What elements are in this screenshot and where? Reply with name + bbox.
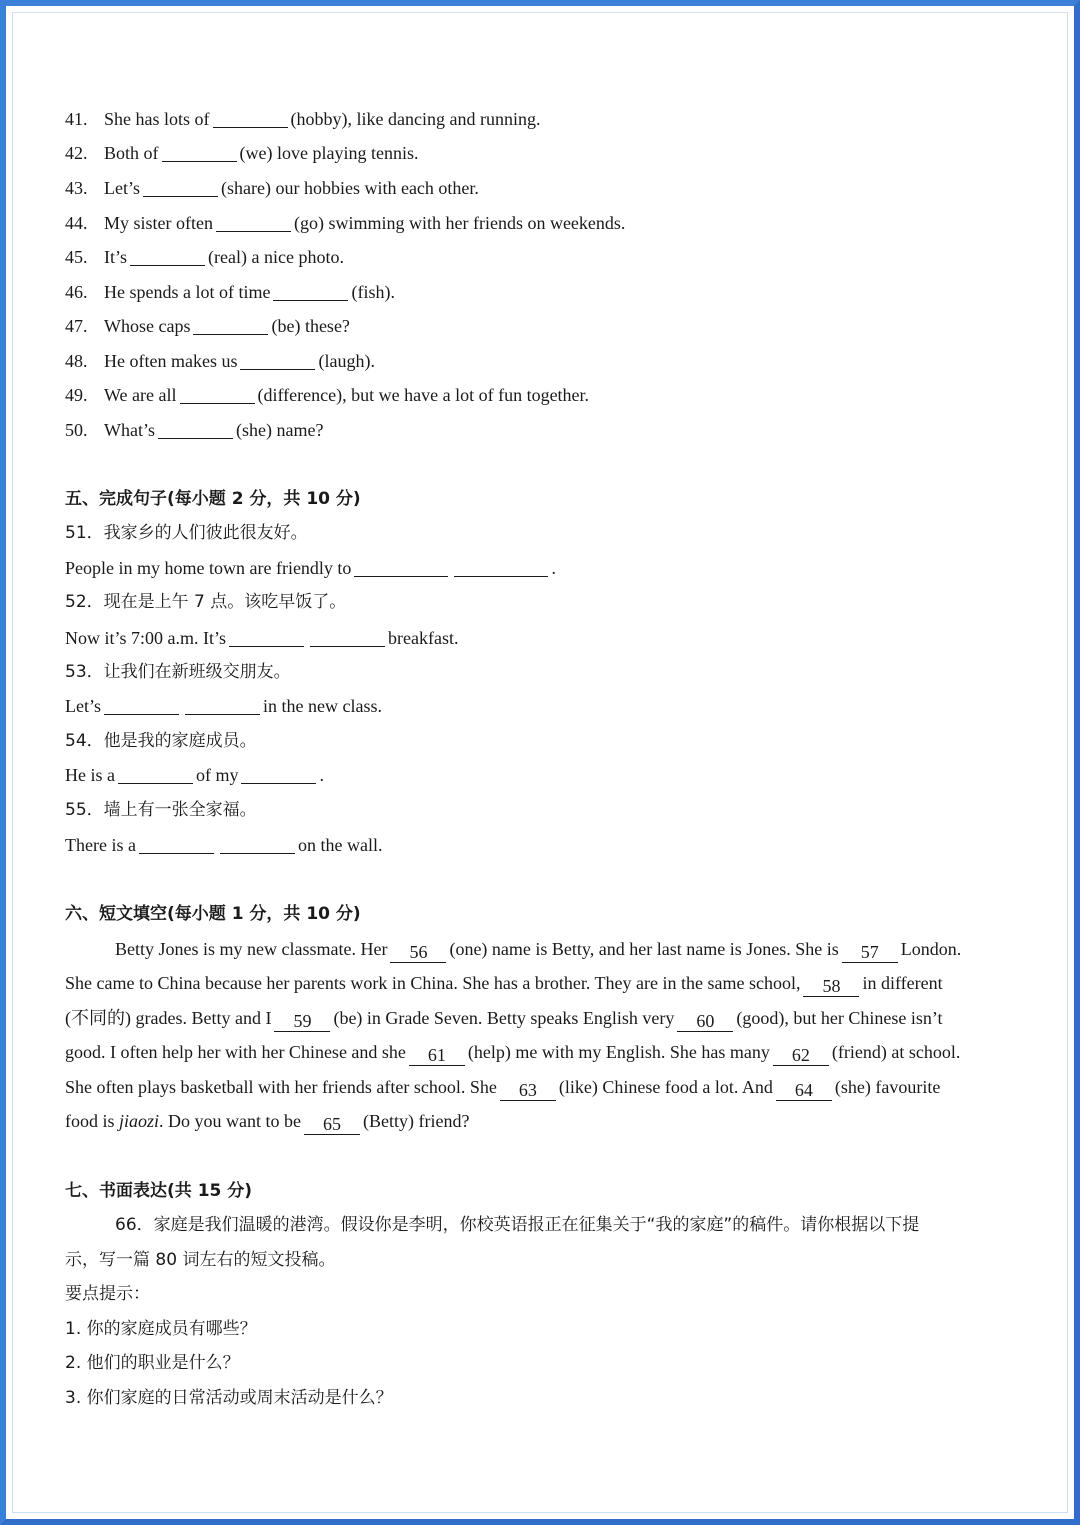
passage-text: (Betty) friend? [363, 1110, 470, 1131]
passage-text: She came to China because her parents work in China. She has a brother. They are in the same school, [65, 973, 801, 994]
cloze-passage [65, 932, 1020, 1138]
sentence-end: . [319, 765, 324, 785]
question-text: He often makes us [104, 351, 238, 371]
question-48 [65, 349, 375, 373]
question-45 [65, 245, 344, 269]
writing-prompt-line2: 示，写一篇 80 词左右的短文投稿。 [65, 1250, 336, 1270]
answer-blank[interactable] [158, 420, 233, 439]
question-text: My sister often [104, 213, 213, 233]
question-hint: (be) these? [271, 316, 350, 336]
sentence-text: Now it’s 7:00 a.m. It’s [65, 628, 226, 648]
question-text: Both of [104, 143, 159, 163]
passage-text: (friend) at school. [831, 1042, 961, 1063]
answer-blank[interactable] [130, 247, 205, 266]
question-number: 45. [65, 247, 88, 267]
question-number: 48. [65, 351, 88, 371]
answer-blank[interactable] [354, 558, 448, 577]
question-hint: (real) a nice photo. [208, 247, 344, 267]
question-number: 44. [65, 213, 88, 233]
hints-title: 要点提示： [65, 1284, 150, 1304]
passage-text: (be) in Grade Seven. Betty speaks English very [333, 1007, 675, 1028]
passage-text: (help) me with my English. She has many [467, 1042, 770, 1063]
answer-blank[interactable]: 60 [677, 1011, 733, 1032]
question-51-english [65, 556, 556, 580]
question-number: 47. [65, 316, 88, 336]
question-41 [65, 107, 540, 131]
question-55-english [65, 833, 382, 857]
answer-blank[interactable]: 64 [776, 1080, 832, 1101]
passage-line [65, 1070, 1020, 1104]
hint-item: 2. 他们的职业是什么？ [65, 1353, 240, 1373]
sentence-text: People in my home town are friendly to [65, 558, 352, 578]
question-text: She has lots of [104, 109, 210, 129]
passage-line [65, 1001, 1020, 1035]
answer-blank[interactable] [104, 696, 179, 715]
question-51-chinese: 51．我家乡的人们彼此很友好。 [65, 523, 308, 543]
question-53-chinese: 53．让我们在新班级交朋友。 [65, 662, 291, 682]
answer-blank[interactable] [139, 835, 214, 854]
question-43 [65, 176, 479, 200]
question-53-english [65, 694, 382, 718]
passage-italic-word: jiaozi [119, 1110, 160, 1131]
writing-prompt-line1: 66．家庭是我们温暖的港湾。假设你是李明，你校英语报正在征集关于“我的家庭”的稿件。请你根据以下提 [115, 1215, 920, 1235]
question-52-english [65, 626, 458, 650]
answer-blank[interactable] [185, 696, 260, 715]
question-47 [65, 314, 350, 338]
sentence-text: He is a [65, 765, 115, 785]
question-hint: (we) love playing tennis. [239, 143, 419, 163]
hint-item: 3. 你们家庭的日常活动或周末活动是什么？ [65, 1388, 393, 1408]
answer-blank[interactable] [240, 351, 315, 370]
section-6-title: 六、短文填空(每小题 1 分，共 10 分) [65, 904, 361, 924]
answer-blank[interactable] [193, 316, 268, 335]
answer-blank[interactable]: 56 [390, 942, 446, 963]
question-hint: (difference), but we have a lot of fun together. [257, 385, 590, 405]
passage-text: (she) favourite [834, 1076, 941, 1097]
question-54-chinese: 54．他是我的家庭成员。 [65, 731, 257, 751]
answer-blank[interactable]: 58 [803, 976, 859, 997]
question-number: 49. [65, 385, 88, 405]
section-5-title: 五、完成句子(每小题 2 分，共 10 分) [65, 489, 361, 509]
answer-blank[interactable] [454, 558, 548, 577]
question-text: Let’s [104, 178, 140, 198]
answer-blank[interactable] [241, 765, 316, 784]
sentence-end: . [551, 558, 556, 578]
question-hint: (share) our hobbies with each other. [221, 178, 479, 198]
question-number: 50. [65, 420, 88, 440]
passage-text: (不同的) grades. Betty and I [65, 1007, 272, 1028]
answer-blank[interactable] [220, 835, 295, 854]
passage-line [65, 932, 1020, 966]
passage-text: in different [862, 973, 943, 994]
sentence-end: on the wall. [297, 835, 383, 855]
question-hint: (fish). [351, 282, 395, 302]
answer-blank[interactable]: 61 [409, 1045, 465, 1066]
question-number: 43. [65, 178, 88, 198]
question-46 [65, 280, 395, 304]
question-number: 42. [65, 143, 88, 163]
question-44 [65, 211, 625, 235]
question-text: Whose caps [104, 316, 191, 336]
answer-blank[interactable] [118, 765, 193, 784]
question-text: What’s [104, 420, 155, 440]
passage-text: good. I often help her with her Chinese and she [65, 1042, 406, 1063]
question-hint: (hobby), like dancing and running. [290, 109, 541, 129]
question-text: He spends a lot of time [104, 282, 271, 302]
question-42 [65, 141, 418, 165]
section-7-title: 七、书面表达(共 15 分) [65, 1181, 253, 1201]
question-text: We are all [104, 385, 177, 405]
question-number: 41. [65, 109, 88, 129]
passage-text: She often plays basketball with her friends after school. She [65, 1076, 497, 1097]
question-55-chinese: 55．墙上有一张全家福。 [65, 800, 257, 820]
passage-text: (good), but her Chinese isn’t [736, 1007, 943, 1028]
question-text: It’s [104, 247, 128, 267]
sentence-text: of my [195, 765, 239, 785]
question-hint: (go) swimming with her friends on weekends. [293, 213, 626, 233]
hint-item: 1. 你的家庭成员有哪些？ [65, 1319, 257, 1339]
question-hint: (laugh). [318, 351, 375, 371]
answer-blank[interactable]: 59 [274, 1011, 330, 1032]
answer-blank[interactable]: 63 [500, 1080, 556, 1101]
question-number: 46. [65, 282, 88, 302]
answer-blank[interactable] [162, 143, 237, 162]
passage-text: London. [900, 939, 962, 959]
question-49 [65, 383, 589, 407]
answer-blank[interactable] [229, 628, 304, 647]
passage-line [65, 966, 1020, 1000]
answer-blank[interactable] [180, 385, 255, 404]
question-54-english [65, 763, 324, 787]
passage-line [65, 1035, 1020, 1069]
answer-blank[interactable] [213, 109, 288, 128]
passage-line [65, 1104, 1020, 1138]
passage-text: food is [65, 1110, 115, 1131]
answer-blank[interactable] [143, 178, 218, 197]
answer-blank[interactable] [216, 213, 291, 232]
sentence-end: in the new class. [263, 696, 382, 716]
answer-blank[interactable] [310, 628, 385, 647]
passage-text: (one) name is Betty, and her last name is Jones. She is [449, 939, 839, 959]
answer-blank[interactable]: 62 [773, 1045, 829, 1066]
sentence-text: Let’s [65, 696, 101, 716]
question-hint: (she) name? [236, 420, 324, 440]
answer-blank[interactable]: 57 [842, 942, 898, 963]
passage-text: (like) Chinese food a lot. And [558, 1076, 773, 1097]
passage-text: Betty Jones is my new classmate. Her [115, 939, 388, 959]
answer-blank[interactable] [273, 282, 348, 301]
sentence-text: There is a [65, 835, 136, 855]
passage-text: . Do you want to be [159, 1110, 301, 1131]
question-50 [65, 418, 323, 442]
sentence-end: breakfast. [388, 628, 459, 648]
answer-blank[interactable]: 65 [304, 1114, 360, 1135]
question-52-chinese: 52．现在是上午 7 点。该吃早饭了。 [65, 592, 347, 612]
